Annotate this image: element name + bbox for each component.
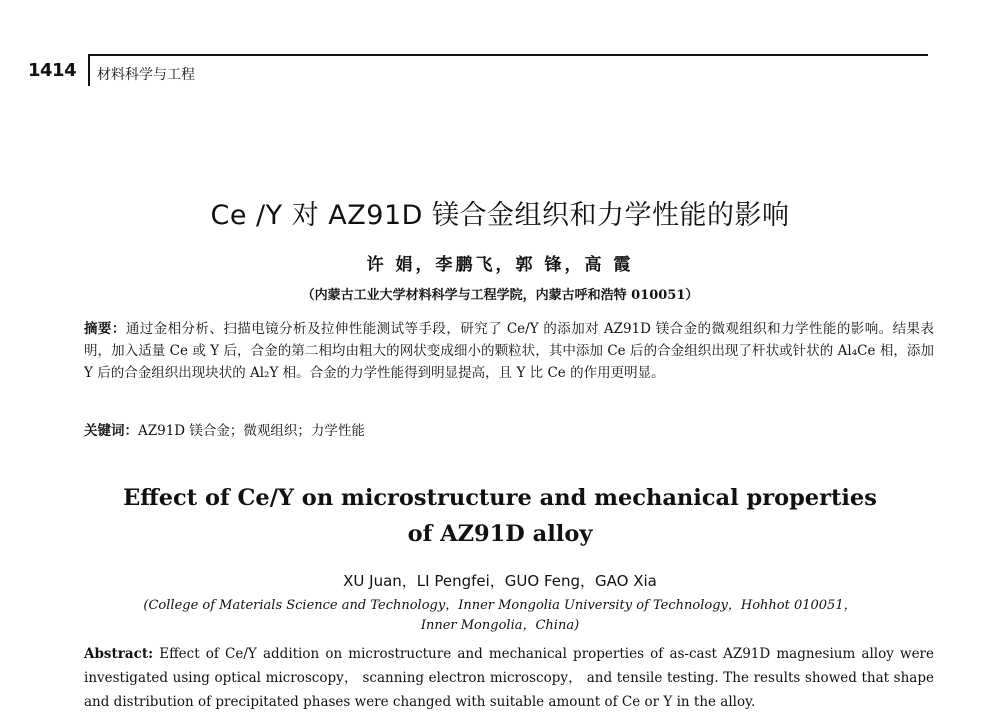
header-vertical-rule	[88, 54, 90, 86]
chinese-abstract-label: 摘要：	[84, 321, 126, 337]
running-header	[28, 52, 928, 88]
english-abstract-label: Abstract:	[84, 646, 154, 662]
english-abstract	[84, 642, 934, 714]
page-number: 1414	[28, 60, 77, 81]
header-horizontal-rule	[88, 54, 928, 56]
chinese-keywords-text: AZ91D 镁合金；微观组织；力学性能	[138, 423, 365, 439]
chinese-title: Ce /Y 对 AZ91D 镁合金组织和力学性能的影响	[210, 200, 790, 231]
chinese-abstract-text: 通过金相分析、扫描电镜分析及拉伸性能测试等手段，研究了 Ce/Y 的添加对 AZ91D 镁合金的微观组织和力学性能的影响。结果表明，加入适量 Ce 或 Y 后，合金的第二相均由粗大的网状变成细小的颗粒状，其中添加 Ce 后的合金组织出现了杆状或针状的 Al₄Ce 相，添加 Y 后的合金组织出现块状的 Al₂Y 相。合金的力学性能得到明显提高，且 Y 比 Ce 的作用更明显。	[84, 321, 934, 381]
english-abstract-text: Effect of Ce/Y addition on microstructure and mechanical properties of as-cast AZ91D magnesium alloy were investigated using optical microscopy， scanning electron microscopy， and tensile testing. The results showed that shape and distribution of precipitated phases were changed with suitable amount of Ce or Y in the alloy.	[84, 646, 934, 710]
english-title-line2: of AZ91D alloy	[407, 521, 593, 547]
chinese-abstract	[84, 318, 934, 384]
chinese-authors: 许 娟，李鹏飞，郭 锋，高 霞	[366, 255, 634, 275]
journal-name: 材料科学与工程	[97, 67, 195, 83]
english-authors: XU Juan，LI Pengfei，GUO Feng，GAO Xia	[343, 572, 657, 590]
english-affiliation-line1: (College of Materials Science and Technology，Inner Mongolia University of Technology，Hohhot 010051，	[143, 598, 857, 613]
chinese-keywords-label: 关键词：	[84, 423, 138, 439]
chinese-affiliation: （内蒙古工业大学材料科学与工程学院，内蒙古呼和浩特 010051）	[301, 288, 699, 303]
chinese-keywords	[84, 420, 934, 442]
english-title-line1: Effect of Ce/Y on microstructure and mechanical properties	[123, 485, 877, 511]
english-affiliation	[0, 596, 1000, 636]
english-title	[0, 480, 1000, 552]
english-affiliation-line2: Inner Mongolia，China)	[420, 618, 580, 633]
